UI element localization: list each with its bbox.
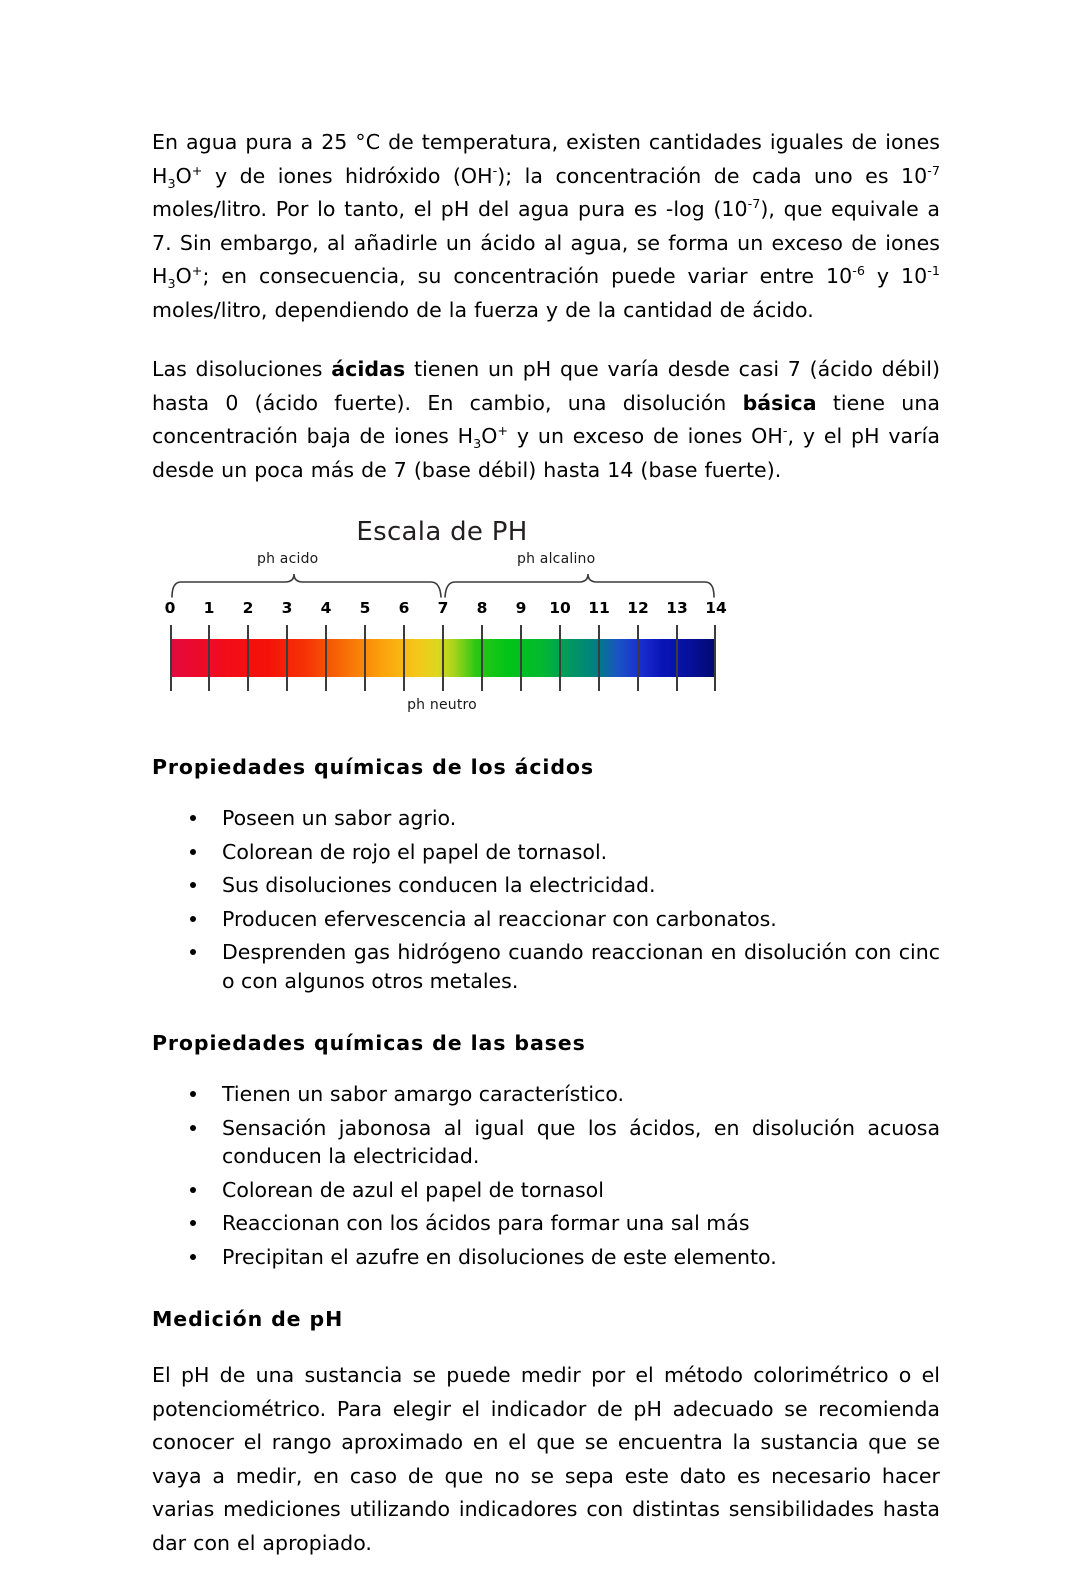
bullet-dot-icon	[190, 815, 196, 821]
paragraph-water-ph: En agua pura a 25 °C de temperatura, existen cantidades iguales de iones $H_3O^+$ y de iones hidróxido (OH-); la concentración de cada uno es $10^{-7}$ moles/litro. Por lo tanto, el pH del agua pura es -log $(10^{-7})$, que equivale a 7. Sin embargo, al añadirle un ácido al agua, se forma un exceso de iones $H_3O^+$; en consecuencia, su concentración puede variar entre $10^{-6}$ y $10^{-1}$ moles/litro, dependiendo de la fuerza y de la cantidad de ácido.	[152, 130, 940, 322]
list-item	[152, 1176, 940, 1205]
heading-acid-properties: Propiedades químicas de los ácidos	[152, 755, 594, 779]
list-item-label: Poseen un sabor agrio.	[222, 806, 457, 830]
list-item	[152, 1243, 940, 1272]
list-item	[152, 905, 940, 934]
list-item-label: Precipitan el azufre en disoluciones de este elemento.	[222, 1244, 777, 1269]
ph-tick-mark-10	[559, 625, 561, 691]
list-base-properties	[152, 1080, 940, 1271]
ph-scale-title: Escala de PH	[356, 517, 528, 547]
ph-tick-labels	[164, 599, 727, 623]
ph-tick-mark-5	[364, 625, 366, 691]
ph-color-bar-wrap	[170, 625, 716, 691]
ph-tick-label-12: 12	[627, 599, 649, 617]
list-item	[152, 938, 940, 995]
ph-tick-mark-7	[442, 625, 444, 691]
ph-tick-label-2: 2	[242, 599, 254, 617]
bullet-dot-icon	[190, 949, 196, 955]
ph-tick-label-11: 11	[588, 599, 610, 617]
ph-tick-label-10: 10	[549, 599, 571, 617]
document-content	[152, 126, 940, 1586]
ph-range-braces-icon	[170, 571, 716, 599]
ph-tick-label-1: 1	[203, 599, 215, 617]
paragraph-ph-measurement: El pH de una sustancia se puede medir por el método colorimétrico o el potenciométrico. Para elegir el indicador de pH adecuado se recomienda conocer el rango aproximado en el que se encuentra la sustancia que se vaya a medir, en caso de que no se sepa este dato es necesario hacer varias mediciones utilizando indicadores con distintas sensibilidades hasta dar con el apropiado.	[152, 1363, 940, 1555]
list-item-label: Sensación jabonosa al igual que los ácidos, en disolución acuosa conducen la electricidad.	[222, 1115, 940, 1168]
bullet-dot-icon	[190, 1125, 196, 1131]
list-item-label: Desprenden gas hidrógeno cuando reaccionan en disolución con cinc o con algunos otros metales.	[222, 940, 940, 993]
ph-tick-label-9: 9	[515, 599, 527, 617]
ph-neutral-label: ph neutro	[407, 697, 477, 713]
ph-tick-mark-4	[325, 625, 327, 691]
ph-alkaline-label: ph alcalino	[517, 551, 596, 567]
ph-tick-label-8: 8	[476, 599, 488, 617]
ph-tick-mark-12	[637, 625, 639, 691]
bullet-dot-icon	[190, 916, 196, 922]
ph-acid-label: ph acido	[257, 551, 319, 567]
ph-tick-mark-14	[714, 625, 716, 691]
bullet-dot-icon	[190, 882, 196, 888]
heading-base-properties: Propiedades químicas de las bases	[152, 1031, 586, 1055]
list-acid-properties	[152, 804, 940, 995]
bullet-dot-icon	[190, 849, 196, 855]
list-item	[152, 1080, 940, 1109]
ph-tick-mark-8	[481, 625, 483, 691]
list-item-label: Colorean de rojo el papel de tornasol.	[222, 839, 608, 864]
ph-tick-label-14: 14	[705, 599, 727, 617]
list-item-label: Reaccionan con los ácidos para formar una sal más	[222, 1211, 750, 1235]
heading-ph-measurement: Medición de pH	[152, 1307, 344, 1331]
list-item	[152, 1114, 940, 1171]
list-item-label: Sus disoluciones conducen la electricidad.	[222, 873, 656, 897]
ph-tick-mark-3	[286, 625, 288, 691]
bullet-dot-icon	[190, 1091, 196, 1097]
ph-tick-mark-13	[676, 625, 678, 691]
ph-tick-mark-0	[170, 625, 172, 691]
ph-tick-label-5: 5	[359, 599, 371, 617]
ph-tick-label-7: 7	[437, 599, 449, 617]
ph-tick-mark-1	[208, 625, 210, 691]
ph-tick-label-13: 13	[666, 599, 688, 617]
ph-scale-figure	[162, 517, 727, 722]
ph-tick-mark-11	[598, 625, 600, 691]
ph-tick-mark-2	[247, 625, 249, 691]
list-item-label: Tienen un sabor amargo característico.	[222, 1082, 625, 1106]
list-item	[152, 804, 940, 833]
ph-tick-label-3: 3	[281, 599, 293, 617]
bullet-dot-icon	[190, 1220, 196, 1226]
list-item	[152, 1209, 940, 1238]
list-item-label: Colorean de azul el papel de tornasol	[222, 1177, 604, 1202]
ph-tick-mark-6	[403, 625, 405, 691]
ph-tick-label-0: 0	[164, 599, 176, 617]
list-item	[152, 871, 940, 900]
bullet-dot-icon	[190, 1187, 196, 1193]
ph-tick-label-4: 4	[320, 599, 332, 617]
paragraph-acid-base-ranges: Las disoluciones ácidas tienen un pH que varía desde casi 7 (ácido débil) hasta 0 (ácido fuerte). En cambio, una disolución básica tiene una concentración baja de iones $H_3O^+$ y un exceso de iones OH-, y el pH varía desde un poca más de 7 (base débil) hasta 14 (base fuerte).	[152, 357, 940, 482]
ph-tick-mark-9	[520, 625, 522, 691]
ph-tick-label-6: 6	[398, 599, 410, 617]
list-item	[152, 838, 940, 867]
bullet-dot-icon	[190, 1254, 196, 1260]
list-item-label: Producen efervescencia al reaccionar con carbonatos.	[222, 906, 777, 931]
